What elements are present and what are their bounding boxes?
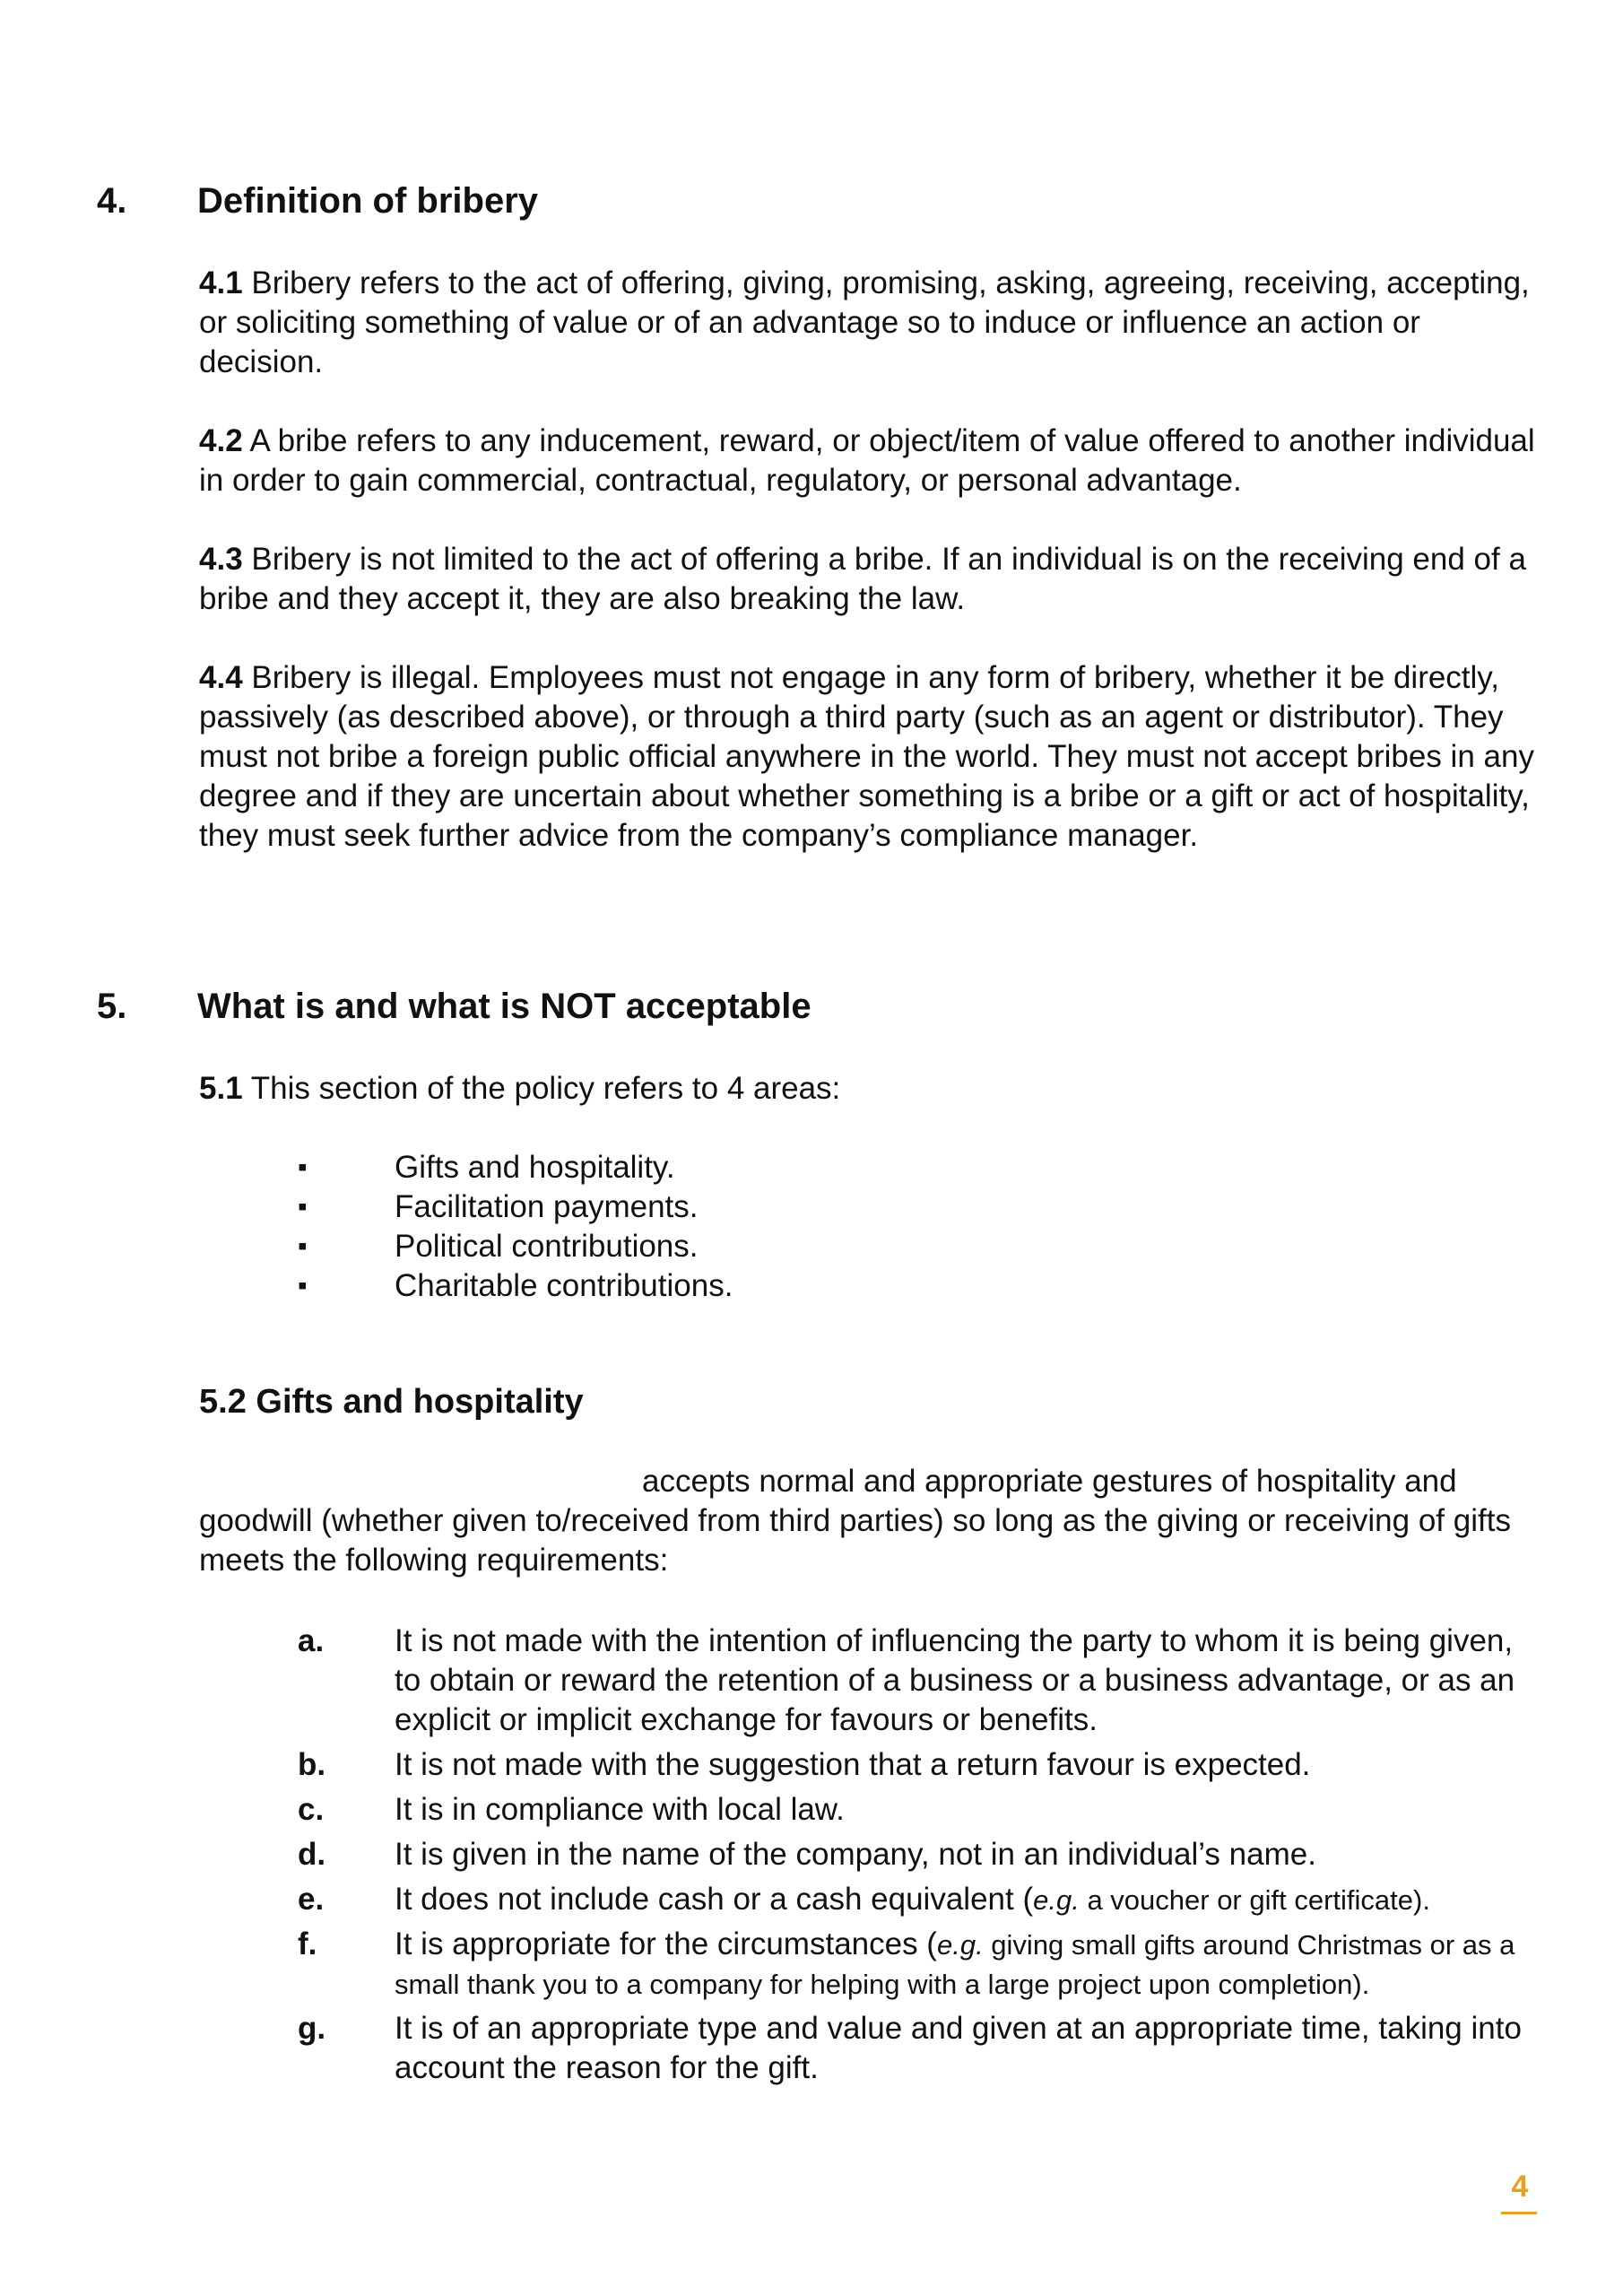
- paragraph-4-3: [199, 540, 1535, 619]
- list-item: a. It is not made with the intention of influencing the party to whom it is being given, to obtain or reward the retention of a business or a business advantage, or as an explicit or implicit exchange for favours or benefits.: [298, 1623, 1515, 1737]
- list-item: ▪ Charitable contributions.: [199, 1266, 1526, 1306]
- item-letter: e.: [298, 1882, 325, 1917]
- section-title: Definition of bribery: [197, 181, 538, 221]
- list-item: ▪ Political contributions.: [199, 1227, 1526, 1266]
- bullet-icon: ▪: [298, 1231, 308, 1261]
- list-item: g. It is of an appropriate type and value and given at an appropriate time, taking into account the reason for the gift.: [298, 2011, 1522, 2085]
- clause-number: 4.2: [199, 423, 243, 458]
- item-letter: f.: [298, 1926, 317, 1961]
- list-item: d. It is given in the name of the company, not in an individual’s name.: [199, 1835, 1535, 1874]
- list-item: b. It is not made with the suggestion that a return favour is expected.: [199, 1745, 1535, 1785]
- list-item: c. It is in compliance with local law.: [199, 1790, 1535, 1830]
- item-letter: c.: [298, 1792, 325, 1827]
- section-number: 5.: [97, 987, 127, 1026]
- item-letter: b.: [298, 1747, 326, 1782]
- section-4-heading: [97, 179, 538, 222]
- clause-text: A bribe refers to any inducement, reward, or object/item of value offered to another individual in order to gain commercial, contractual, regulatory, or personal advantage.: [199, 423, 1535, 498]
- item-letter: g.: [298, 2011, 326, 2046]
- section-5-heading: [97, 985, 812, 1028]
- item-letter: d.: [298, 1837, 326, 1872]
- clause-text: Bribery is not limited to the act of offering a bribe. If an individual is on the receiving end of a bribe and they accept it, they are also breaking the law.: [199, 542, 1526, 616]
- paragraph-4-2: [199, 422, 1535, 500]
- clause-number: 4.3: [199, 542, 243, 577]
- bullet-icon: ▪: [298, 1152, 308, 1182]
- clause-number: 4.1: [199, 265, 243, 300]
- section-title: What is and what is NOT acceptable: [197, 987, 812, 1026]
- list-item: e. It does not include cash or a cash equivalent (e.g. a voucher or gift certificate).: [199, 1880, 1535, 1919]
- clause-number: 5.1: [199, 1071, 243, 1106]
- subsection-5-2-heading: 5.2 Gifts and hospitality: [199, 1383, 584, 1421]
- clause-text: This section of the policy refers to 4 areas:: [242, 1071, 841, 1106]
- list-item: f. It is appropriate for the circumstances (e.g. giving small gifts around Christmas or as a small thank you to a company for helping with a large project upon completion).: [298, 1926, 1515, 2000]
- clause-number: 4.4: [199, 660, 243, 695]
- list-item: ▪ Gifts and hospitality.: [199, 1148, 1526, 1187]
- page-number-underline: [1501, 2212, 1537, 2214]
- areas-list: [199, 1148, 1526, 1306]
- section-number: 4.: [97, 181, 127, 221]
- gifts-intro-paragraph: accepts normal and appropriate gestures of hospitality and goodwill (whether given to/received from third parties) so long as the giving or receiving of gifts meets the following requirements:: [199, 1464, 1511, 1578]
- bullet-icon: ▪: [298, 1271, 308, 1300]
- paragraph-4-1: [199, 264, 1535, 382]
- item-letter: a.: [298, 1623, 325, 1658]
- paragraph-4-4: [199, 658, 1535, 856]
- page-number: 4: [1511, 2170, 1529, 2204]
- paragraph-5-1: [199, 1069, 1535, 1109]
- clause-text: Bribery is illegal. Employees must not engage in any form of bribery, whether it be directly, passively (as described above), or through a third party (such as an agent or distributor). They must not bribe a foreign public official anywhere in the world. They must not accept bribes in any degree and if they are uncertain about whether something is a bribe or a gift or act of hospitality, they must seek further advice from the company’s compliance manager.: [199, 660, 1534, 853]
- clause-text: Bribery refers to the act of offering, giving, promising, asking, agreeing, receiving, accepting, or soliciting something of value or of an advantage so to induce or influence an action or decision.: [199, 265, 1530, 379]
- bullet-icon: ▪: [298, 1192, 308, 1222]
- list-item: ▪ Facilitation payments.: [199, 1187, 1526, 1227]
- requirements-list: [199, 1622, 1535, 2093]
